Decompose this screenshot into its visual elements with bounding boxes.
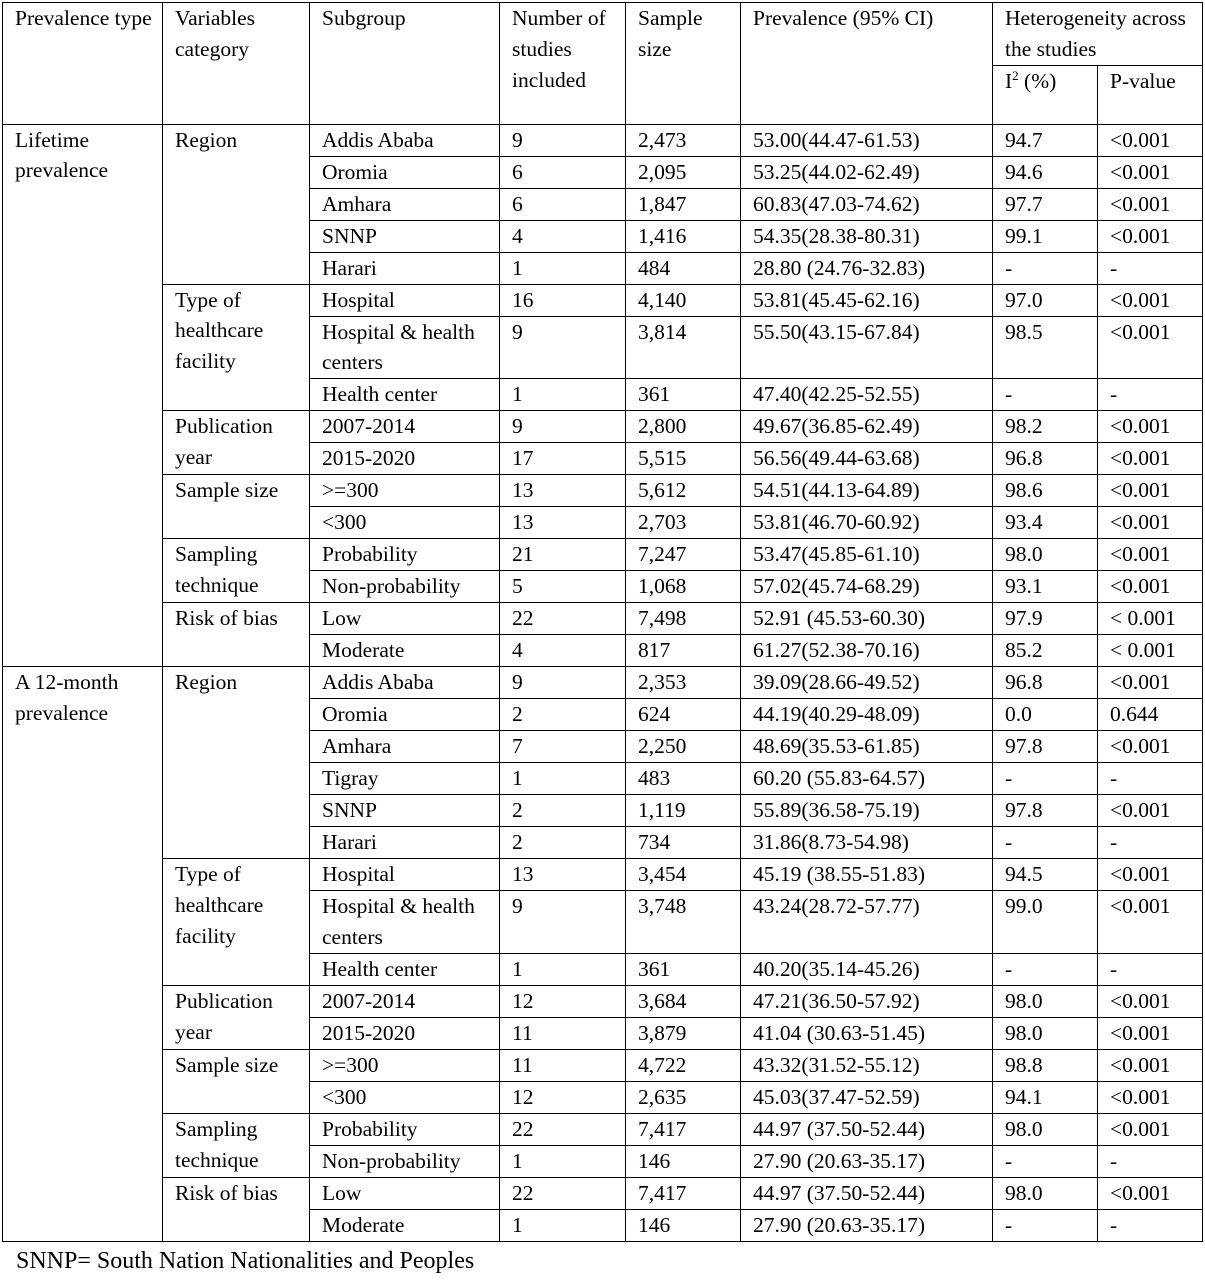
studies-cell: 21: [500, 539, 626, 571]
prevalence-cell: 54.35(28.38-80.31): [741, 220, 993, 252]
subgroup-cell: Health center: [310, 379, 500, 411]
prevalence-cell: 45.19 (38.55-51.83): [741, 859, 993, 891]
prevalence-cell: 28.80 (24.76-32.83): [741, 252, 993, 284]
sample-size-cell: 624: [626, 699, 741, 731]
studies-cell: 13: [500, 859, 626, 891]
p-value-cell: <0.001: [1098, 124, 1203, 156]
prevalence-cell: 53.81(45.45-62.16): [741, 284, 993, 316]
i2-cell: 94.6: [993, 156, 1098, 188]
p-value-cell: 0.644: [1098, 699, 1203, 731]
prevalence-cell: 44.19(40.29-48.09): [741, 699, 993, 731]
subgroup-cell: Amhara: [310, 731, 500, 763]
table-row: [3, 985, 1203, 1017]
studies-cell: 2: [500, 795, 626, 827]
sample-size-cell: 1,847: [626, 188, 741, 220]
p-value-cell: -: [1098, 252, 1203, 284]
header-i2: [993, 65, 1098, 124]
table-body: [3, 124, 1203, 1241]
prevalence-cell: 53.00(44.47-61.53): [741, 124, 993, 156]
subgroup-cell: Hospital: [310, 284, 500, 316]
subgroup-cell: Probability: [310, 1113, 500, 1145]
subgroup-cell: Low: [310, 1177, 500, 1209]
subgroup-cell: <300: [310, 507, 500, 539]
header-p-value: P-value: [1098, 65, 1203, 124]
i2-cell: 93.4: [993, 507, 1098, 539]
table-row: [3, 859, 1203, 891]
header-prevalence-type: Prevalence type: [3, 3, 163, 125]
i2-cell: 98.0: [993, 985, 1098, 1017]
p-value-cell: -: [1098, 763, 1203, 795]
sample-size-cell: 361: [626, 379, 741, 411]
table-row: [3, 475, 1203, 507]
subgroup-cell: Oromia: [310, 699, 500, 731]
prevalence-cell: 43.24(28.72-57.77): [741, 891, 993, 954]
studies-cell: 1: [500, 763, 626, 795]
sample-size-cell: 817: [626, 635, 741, 667]
sample-size-cell: 3,748: [626, 891, 741, 954]
table-row: [3, 539, 1203, 571]
p-value-cell: <0.001: [1098, 731, 1203, 763]
studies-cell: 4: [500, 635, 626, 667]
table-row: [3, 124, 1203, 156]
p-value-cell: <0.001: [1098, 443, 1203, 475]
sample-size-cell: 483: [626, 763, 741, 795]
prevalence-cell: 55.50(43.15-67.84): [741, 316, 993, 379]
studies-cell: 11: [500, 1049, 626, 1081]
header-heterogeneity: Heterogeneity across the studies: [993, 3, 1203, 66]
sample-size-cell: 2,703: [626, 507, 741, 539]
subgroup-cell: Non-probability: [310, 1145, 500, 1177]
prevalence-cell: 53.25(44.02-62.49): [741, 156, 993, 188]
p-value-cell: <0.001: [1098, 1113, 1203, 1145]
sample-size-cell: 2,353: [626, 667, 741, 699]
table-row: [3, 603, 1203, 635]
p-value-cell: <0.001: [1098, 795, 1203, 827]
i2-cell: 94.5: [993, 859, 1098, 891]
variables-category-cell: Publication year: [163, 985, 310, 1049]
p-value-cell: < 0.001: [1098, 603, 1203, 635]
subgroup-cell: >=300: [310, 475, 500, 507]
p-value-cell: < 0.001: [1098, 635, 1203, 667]
i2-cell: 99.1: [993, 220, 1098, 252]
i2-cell: 94.1: [993, 1081, 1098, 1113]
subgroup-cell: Probability: [310, 539, 500, 571]
i2-cell: 97.8: [993, 731, 1098, 763]
i2-cell: 98.0: [993, 539, 1098, 571]
i2-cell: 98.6: [993, 475, 1098, 507]
prevalence-cell: 54.51(44.13-64.89): [741, 475, 993, 507]
studies-cell: 9: [500, 411, 626, 443]
subgroup-cell: 2007-2014: [310, 985, 500, 1017]
sample-size-cell: 734: [626, 827, 741, 859]
p-value-cell: <0.001: [1098, 1049, 1203, 1081]
subgroup-cell: SNNP: [310, 795, 500, 827]
sample-size-cell: 1,068: [626, 571, 741, 603]
sample-size-cell: 7,498: [626, 603, 741, 635]
studies-cell: 22: [500, 1177, 626, 1209]
i2-cell: -: [993, 379, 1098, 411]
subgroup-cell: Amhara: [310, 188, 500, 220]
p-value-cell: <0.001: [1098, 859, 1203, 891]
p-value-cell: <0.001: [1098, 985, 1203, 1017]
prevalence-type-cell: Lifetime prevalence: [3, 124, 163, 667]
sample-size-cell: 7,417: [626, 1113, 741, 1145]
subgroup-cell: Moderate: [310, 1209, 500, 1241]
table-row: [3, 1113, 1203, 1145]
studies-cell: 11: [500, 1017, 626, 1049]
prevalence-cell: 44.97 (37.50-52.44): [741, 1177, 993, 1209]
p-value-cell: -: [1098, 379, 1203, 411]
subgroup-cell: Harari: [310, 827, 500, 859]
sample-size-cell: 4,722: [626, 1049, 741, 1081]
i2-cell: 96.8: [993, 667, 1098, 699]
i2-cell: 97.8: [993, 795, 1098, 827]
i2-letter: I: [1005, 68, 1013, 93]
p-value-cell: -: [1098, 953, 1203, 985]
subgroup-cell: SNNP: [310, 220, 500, 252]
p-value-cell: <0.001: [1098, 891, 1203, 954]
subgroup-cell: Addis Ababa: [310, 124, 500, 156]
table-footnote: SNNP= South Nation Nationalities and Peoples: [16, 1248, 475, 1274]
prevalence-cell: 27.90 (20.63-35.17): [741, 1209, 993, 1241]
i2-cell: -: [993, 953, 1098, 985]
studies-cell: 22: [500, 603, 626, 635]
subgroup-cell: Harari: [310, 252, 500, 284]
header-subgroup: Subgroup: [310, 3, 500, 125]
studies-cell: 5: [500, 571, 626, 603]
prevalence-cell: 39.09(28.66-49.52): [741, 667, 993, 699]
header-variables-category: Variables category: [163, 3, 310, 125]
header-number-of-studies: Number of studies included: [500, 3, 626, 125]
prevalence-cell: 49.67(36.85-62.49): [741, 411, 993, 443]
prevalence-cell: 44.97 (37.50-52.44): [741, 1113, 993, 1145]
prevalence-cell: 47.40(42.25-52.55): [741, 379, 993, 411]
prevalence-cell: 52.91 (45.53-60.30): [741, 603, 993, 635]
variables-category-cell: Region: [163, 667, 310, 859]
sample-size-cell: 3,684: [626, 985, 741, 1017]
table-row: [3, 1177, 1203, 1209]
i2-cell: 98.5: [993, 316, 1098, 379]
i2-cell: 93.1: [993, 571, 1098, 603]
table-row: [3, 284, 1203, 316]
i2-unit: (%): [1018, 68, 1057, 93]
sample-size-cell: 7,247: [626, 539, 741, 571]
i2-superscript: 2: [1012, 67, 1019, 83]
p-value-cell: <0.001: [1098, 1081, 1203, 1113]
sample-size-cell: 3,814: [626, 316, 741, 379]
prevalence-cell: 41.04 (30.63-51.45): [741, 1017, 993, 1049]
subgroup-cell: Non-probability: [310, 571, 500, 603]
table-row: [3, 667, 1203, 699]
table-header: [3, 3, 1203, 125]
p-value-cell: -: [1098, 827, 1203, 859]
i2-cell: -: [993, 1209, 1098, 1241]
header-sample-size: Sample size: [626, 3, 741, 125]
subgroup-cell: Low: [310, 603, 500, 635]
subgroup-cell: Tigray: [310, 763, 500, 795]
studies-cell: 12: [500, 1081, 626, 1113]
variables-category-cell: Type of healthcare facility: [163, 859, 310, 986]
i2-cell: -: [993, 252, 1098, 284]
subgroup-cell: Hospital: [310, 859, 500, 891]
i2-cell: 98.0: [993, 1017, 1098, 1049]
subgroup-cell: Addis Ababa: [310, 667, 500, 699]
subgroup-cell: Moderate: [310, 635, 500, 667]
i2-cell: 94.7: [993, 124, 1098, 156]
variables-category-cell: Sample size: [163, 475, 310, 539]
studies-cell: 9: [500, 667, 626, 699]
i2-cell: 97.7: [993, 188, 1098, 220]
prevalence-type-cell: A 12-month prevalence: [3, 667, 163, 1242]
prevalence-table: [2, 2, 1203, 1242]
prevalence-cell: 57.02(45.74-68.29): [741, 571, 993, 603]
p-value-cell: -: [1098, 1145, 1203, 1177]
prevalence-cell: 40.20(35.14-45.26): [741, 953, 993, 985]
i2-cell: 98.2: [993, 411, 1098, 443]
p-value-cell: <0.001: [1098, 667, 1203, 699]
p-value-cell: <0.001: [1098, 411, 1203, 443]
p-value-cell: <0.001: [1098, 188, 1203, 220]
studies-cell: 13: [500, 475, 626, 507]
studies-cell: 17: [500, 443, 626, 475]
variables-category-cell: Publication year: [163, 411, 310, 475]
sample-size-cell: 361: [626, 953, 741, 985]
studies-cell: 13: [500, 507, 626, 539]
i2-cell: 98.0: [993, 1113, 1098, 1145]
studies-cell: 22: [500, 1113, 626, 1145]
i2-cell: -: [993, 827, 1098, 859]
table-row: [3, 1049, 1203, 1081]
studies-cell: 1: [500, 1209, 626, 1241]
i2-cell: 97.0: [993, 284, 1098, 316]
p-value-cell: <0.001: [1098, 1017, 1203, 1049]
variables-category-cell: Risk of bias: [163, 1177, 310, 1241]
studies-cell: 1: [500, 1145, 626, 1177]
p-value-cell: -: [1098, 1209, 1203, 1241]
i2-cell: 0.0: [993, 699, 1098, 731]
studies-cell: 12: [500, 985, 626, 1017]
sample-size-cell: 2,635: [626, 1081, 741, 1113]
prevalence-cell: 60.83(47.03-74.62): [741, 188, 993, 220]
prevalence-cell: 60.20 (55.83-64.57): [741, 763, 993, 795]
i2-cell: 97.9: [993, 603, 1098, 635]
studies-cell: 9: [500, 891, 626, 954]
i2-cell: 98.8: [993, 1049, 1098, 1081]
studies-cell: 9: [500, 316, 626, 379]
studies-cell: 1: [500, 953, 626, 985]
subgroup-cell: >=300: [310, 1049, 500, 1081]
variables-category-cell: Sampling technique: [163, 539, 310, 603]
sample-size-cell: 1,119: [626, 795, 741, 827]
subgroup-cell: 2015-2020: [310, 1017, 500, 1049]
i2-cell: 98.0: [993, 1177, 1098, 1209]
variables-category-cell: Sampling technique: [163, 1113, 310, 1177]
studies-cell: 6: [500, 156, 626, 188]
p-value-cell: <0.001: [1098, 539, 1203, 571]
subgroup-cell: Hospital & health centers: [310, 316, 500, 379]
prevalence-cell: 56.56(49.44-63.68): [741, 443, 993, 475]
sample-size-cell: 2,473: [626, 124, 741, 156]
studies-cell: 16: [500, 284, 626, 316]
p-value-cell: <0.001: [1098, 475, 1203, 507]
p-value-cell: <0.001: [1098, 316, 1203, 379]
subgroup-cell: <300: [310, 1081, 500, 1113]
header-prevalence-ci: Prevalence (95% CI): [741, 3, 993, 125]
studies-cell: 2: [500, 699, 626, 731]
p-value-cell: <0.001: [1098, 220, 1203, 252]
studies-cell: 7: [500, 731, 626, 763]
prevalence-cell: 61.27(52.38-70.16): [741, 635, 993, 667]
sample-size-cell: 146: [626, 1209, 741, 1241]
studies-cell: 1: [500, 379, 626, 411]
table-row: [3, 411, 1203, 443]
prevalence-cell: 47.21(36.50-57.92): [741, 985, 993, 1017]
prevalence-cell: 45.03(37.47-52.59): [741, 1081, 993, 1113]
sample-size-cell: 2,250: [626, 731, 741, 763]
sample-size-cell: 146: [626, 1145, 741, 1177]
studies-cell: 6: [500, 188, 626, 220]
sample-size-cell: 2,095: [626, 156, 741, 188]
subgroup-cell: Hospital & health centers: [310, 891, 500, 954]
sample-size-cell: 3,454: [626, 859, 741, 891]
sample-size-cell: 1,416: [626, 220, 741, 252]
prevalence-cell: 27.90 (20.63-35.17): [741, 1145, 993, 1177]
subgroup-cell: Health center: [310, 953, 500, 985]
variables-category-cell: Sample size: [163, 1049, 310, 1113]
i2-cell: 85.2: [993, 635, 1098, 667]
sample-size-cell: 5,515: [626, 443, 741, 475]
studies-cell: 4: [500, 220, 626, 252]
p-value-cell: <0.001: [1098, 571, 1203, 603]
sample-size-cell: 484: [626, 252, 741, 284]
sample-size-cell: 4,140: [626, 284, 741, 316]
prevalence-cell: 43.32(31.52-55.12): [741, 1049, 993, 1081]
subgroup-cell: Oromia: [310, 156, 500, 188]
studies-cell: 1: [500, 252, 626, 284]
p-value-cell: <0.001: [1098, 156, 1203, 188]
i2-cell: 96.8: [993, 443, 1098, 475]
p-value-cell: <0.001: [1098, 284, 1203, 316]
variables-category-cell: Risk of bias: [163, 603, 310, 667]
prevalence-cell: 53.47(45.85-61.10): [741, 539, 993, 571]
prevalence-cell: 55.89(36.58-75.19): [741, 795, 993, 827]
sample-size-cell: 5,612: [626, 475, 741, 507]
variables-category-cell: Region: [163, 124, 310, 284]
variables-category-cell: Type of healthcare facility: [163, 284, 310, 411]
studies-cell: 9: [500, 124, 626, 156]
subgroup-cell: 2015-2020: [310, 443, 500, 475]
p-value-cell: <0.001: [1098, 1177, 1203, 1209]
prevalence-cell: 48.69(35.53-61.85): [741, 731, 993, 763]
p-value-cell: <0.001: [1098, 507, 1203, 539]
sample-size-cell: 2,800: [626, 411, 741, 443]
i2-cell: 99.0: [993, 891, 1098, 954]
i2-cell: -: [993, 763, 1098, 795]
studies-cell: 2: [500, 827, 626, 859]
i2-cell: -: [993, 1145, 1098, 1177]
sample-size-cell: 3,879: [626, 1017, 741, 1049]
subgroup-cell: 2007-2014: [310, 411, 500, 443]
prevalence-cell: 53.81(46.70-60.92): [741, 507, 993, 539]
sample-size-cell: 7,417: [626, 1177, 741, 1209]
prevalence-cell: 31.86(8.73-54.98): [741, 827, 993, 859]
